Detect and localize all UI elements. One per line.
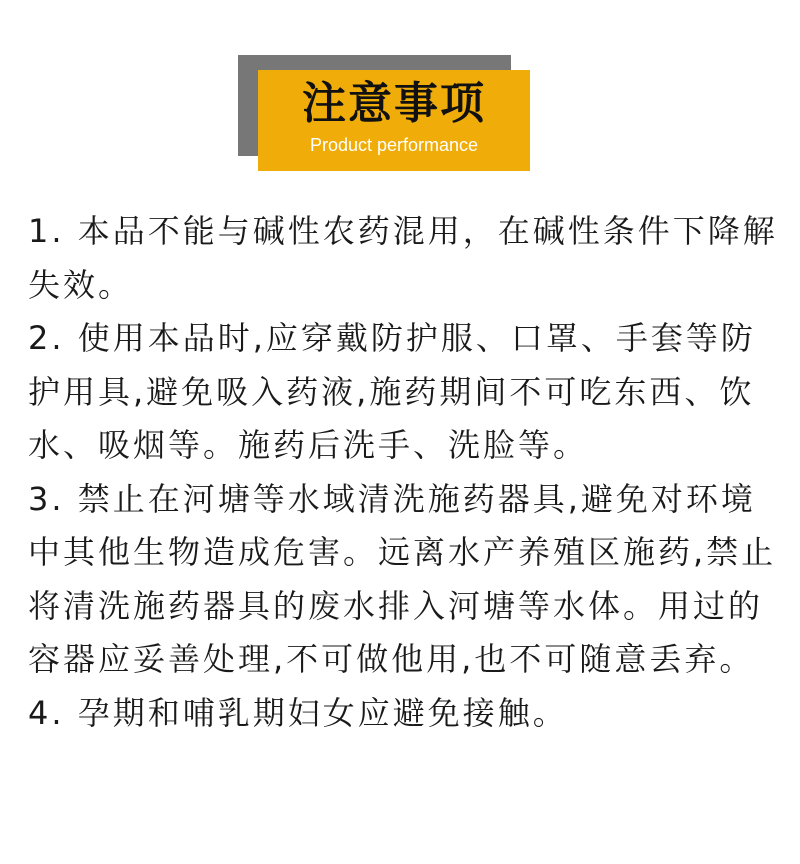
precaution-number: 1. <box>28 212 65 250</box>
precaution-text: 禁止在河塘等水域清洗施药器具,避免对环境中其他生物造成危害。远离水产养殖区施药,禁止将清洗施药器具的废水排入河塘等水体。用过的容器应妥善处理,不可做他用,也不可随意丢弃。 <box>28 479 777 678</box>
precaution-number: 2. <box>28 319 65 357</box>
precautions-list <box>28 205 788 740</box>
precaution-text: 本品不能与碱性农药混用，在碱性条件下降解失效。 <box>28 212 778 304</box>
precaution-item-3 <box>28 473 788 687</box>
precaution-item-4 <box>28 687 788 741</box>
header-title: 注意事项 <box>302 78 486 129</box>
precaution-number: 4. <box>28 693 65 732</box>
section-header <box>0 0 800 180</box>
precaution-number: 3. <box>28 479 65 518</box>
precaution-item-1 <box>28 205 788 312</box>
header-title-box <box>258 70 530 171</box>
precaution-item-2 <box>28 312 788 473</box>
precaution-text: 使用本品时,应穿戴防护服、口罩、手套等防护用具,避免吸入药液,施药期间不可吃东西、饮水、吸烟等。施药后洗手、洗脸等。 <box>28 319 756 464</box>
header-subtitle: Product performance <box>309 135 479 155</box>
precaution-text: 孕期和哺乳期妇女应避免接触。 <box>77 693 568 732</box>
